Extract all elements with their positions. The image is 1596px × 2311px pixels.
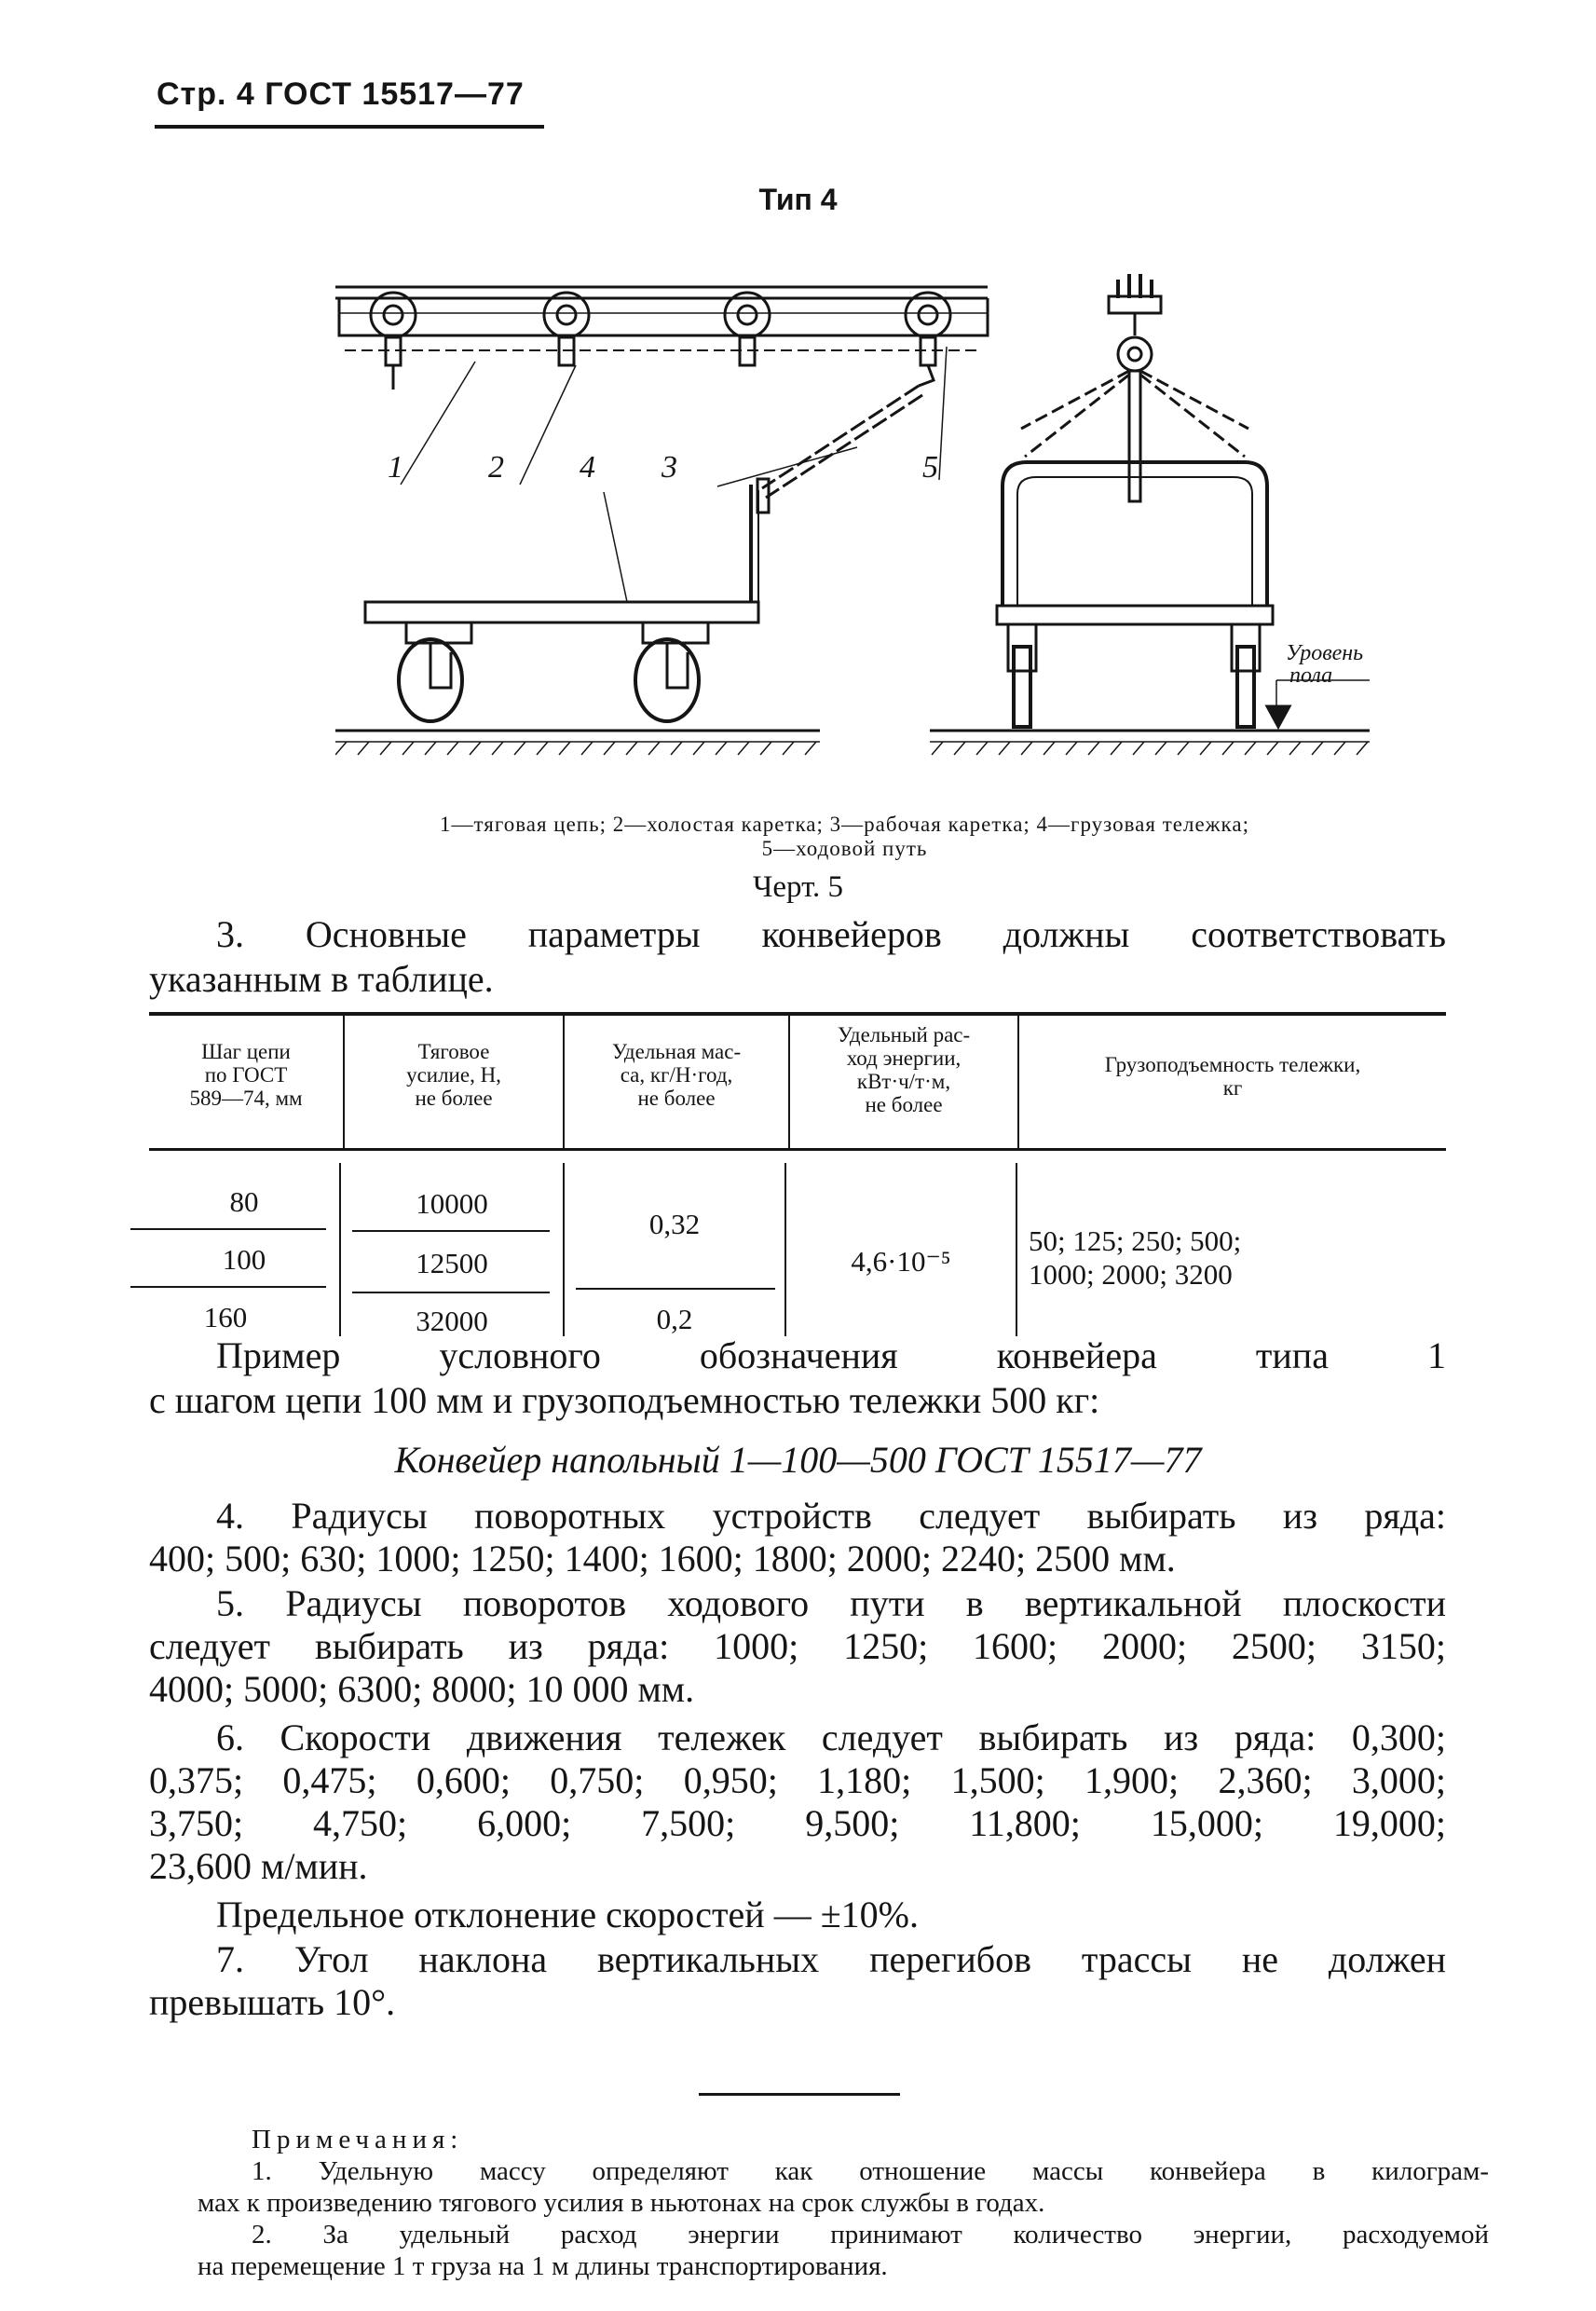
table-header-pitch: Шаг цепи по ГОСТ 589—74, мм — [189, 1040, 303, 1110]
note-2-line-1: 2. За удельный расход энергии принимают количество энергии, расходуемой — [252, 2220, 1489, 2249]
section-6-line-3: 3,750; 4,750; 6,000; 7,500; 9,500; 11,800; 15,000; 19,000; — [149, 1802, 1446, 1844]
section-4-line-1: 4. Радиусы поворотных устройств следует выбирать из ряда: — [216, 1495, 1446, 1537]
trolley-2 — [544, 293, 589, 365]
table-header-mass: Удельная мас- са, кг/Н·год, не более — [611, 1040, 742, 1110]
label-4: 4 — [580, 450, 595, 485]
cell-mass-1: 0,32 — [648, 1208, 701, 1240]
conveyor-drawing — [335, 270, 1379, 792]
notes-title: Примечания: — [252, 2125, 464, 2154]
section-5-line-1: 5. Радиусы поворотов ходового пути в вертикальной плоскости — [216, 1582, 1446, 1624]
floor-label-2: пола — [1289, 663, 1333, 688]
example-line-2: с шагом цепи 100 мм и грузоподъемностью тележки 500 кг: — [149, 1379, 1100, 1421]
speed-deviation: Предельное отклонение скоростей — ±10%. — [216, 1894, 919, 1935]
section-3-line-2: указанным в таблице. — [149, 958, 494, 1000]
note-1-line-2: мах к произведению тягового усилия в ньютонах на срок службы в годах. — [198, 2188, 1045, 2218]
cell-force-3: 32000 — [416, 1305, 488, 1337]
label-5: 5 — [922, 450, 938, 485]
section-6-line-1: 6. Скорости движения тележек следует выбирать из ряда: 0,300; — [216, 1716, 1446, 1758]
cell-force-1: 10000 — [416, 1187, 488, 1220]
header-rule — [155, 125, 544, 129]
floor-label-1: Уровень — [1286, 641, 1364, 665]
example-designation: Конвейер напольный 1—100—500 ГОСТ 15517—77 — [394, 1439, 1202, 1481]
page-header: Стр. 4 ГОСТ 15517—77 — [157, 76, 525, 112]
label-2: 2 — [488, 450, 504, 485]
section-7-line-1: 7. Угол наклона вертикальных перегибов трассы не должен — [216, 1938, 1446, 1980]
section-5-line-3: 4000; 5000; 6300; 8000; 10 000 мм. — [149, 1668, 695, 1710]
cell-pitch-2: 100 — [222, 1243, 266, 1276]
cell-pitch-1: 80 — [229, 1185, 259, 1218]
section-3-line-1: 3. Основные параметры конвейеров должны соответствовать — [216, 913, 1446, 955]
figure-label: Черт. 5 — [752, 870, 844, 904]
label-1: 1 — [388, 450, 403, 485]
caption-line-2: 5—ходовой путь — [761, 837, 928, 860]
cell-pitch-3: 160 — [203, 1301, 248, 1333]
table-header-force: Тяговое усилие, Н, не более — [406, 1040, 501, 1110]
section-6-line-4: 23,600 м/мин. — [149, 1845, 368, 1887]
figure-title: Тип 4 — [758, 183, 838, 216]
cell-force-2: 12500 — [416, 1247, 488, 1279]
trolley-1 — [371, 293, 416, 390]
note-2-line-2: на перемещение 1 т груза на 1 м длины транспортирования. — [198, 2251, 888, 2281]
figure-caption — [280, 813, 1410, 861]
cell-energy: 4,6·10⁻⁵ — [851, 1245, 951, 1278]
table-header-rule — [149, 1148, 1446, 1151]
table-header-energy: Удельный рас- ход энергии, кВт·ч/т·м, не более — [837, 1023, 971, 1116]
section-4-line-2: 400; 500; 630; 1000; 1250; 1400; 1600; 1800; 2000; 2240; 2500 мм. — [149, 1538, 1176, 1579]
cell-mass-2: 0,2 — [656, 1303, 693, 1335]
trolley-3 — [725, 293, 770, 365]
caption-line-1: 1—тяговая цепь; 2—холостая каретка; 3—рабочая каретка; 4—грузовая тележка; — [440, 813, 1249, 836]
table-header-capacity: Грузоподъемность тележки, кг — [1104, 1053, 1361, 1100]
trolley-4 — [906, 293, 950, 365]
section-6-line-2: 0,375; 0,475; 0,600; 0,750; 0,950; 1,180; 1,500; 1,900; 2,360; 3,000; — [149, 1759, 1446, 1801]
cell-capacity: 50; 125; 250; 500; 1000; 2000; 3200 — [1029, 1224, 1242, 1291]
example-line-1: Пример условного обозначения конвейера типа 1 — [216, 1334, 1446, 1376]
section-5-line-2: следует выбирать из ряда: 1000; 1250; 1600; 2000; 2500; 3150; — [149, 1625, 1446, 1667]
note-1-line-1: 1. Удельную массу определяют как отношение массы конвейера в килограм- — [252, 2156, 1489, 2186]
label-3: 3 — [662, 450, 677, 485]
notes-separator — [699, 2093, 900, 2096]
section-7-line-2: превышать 10°. — [149, 1981, 396, 2023]
